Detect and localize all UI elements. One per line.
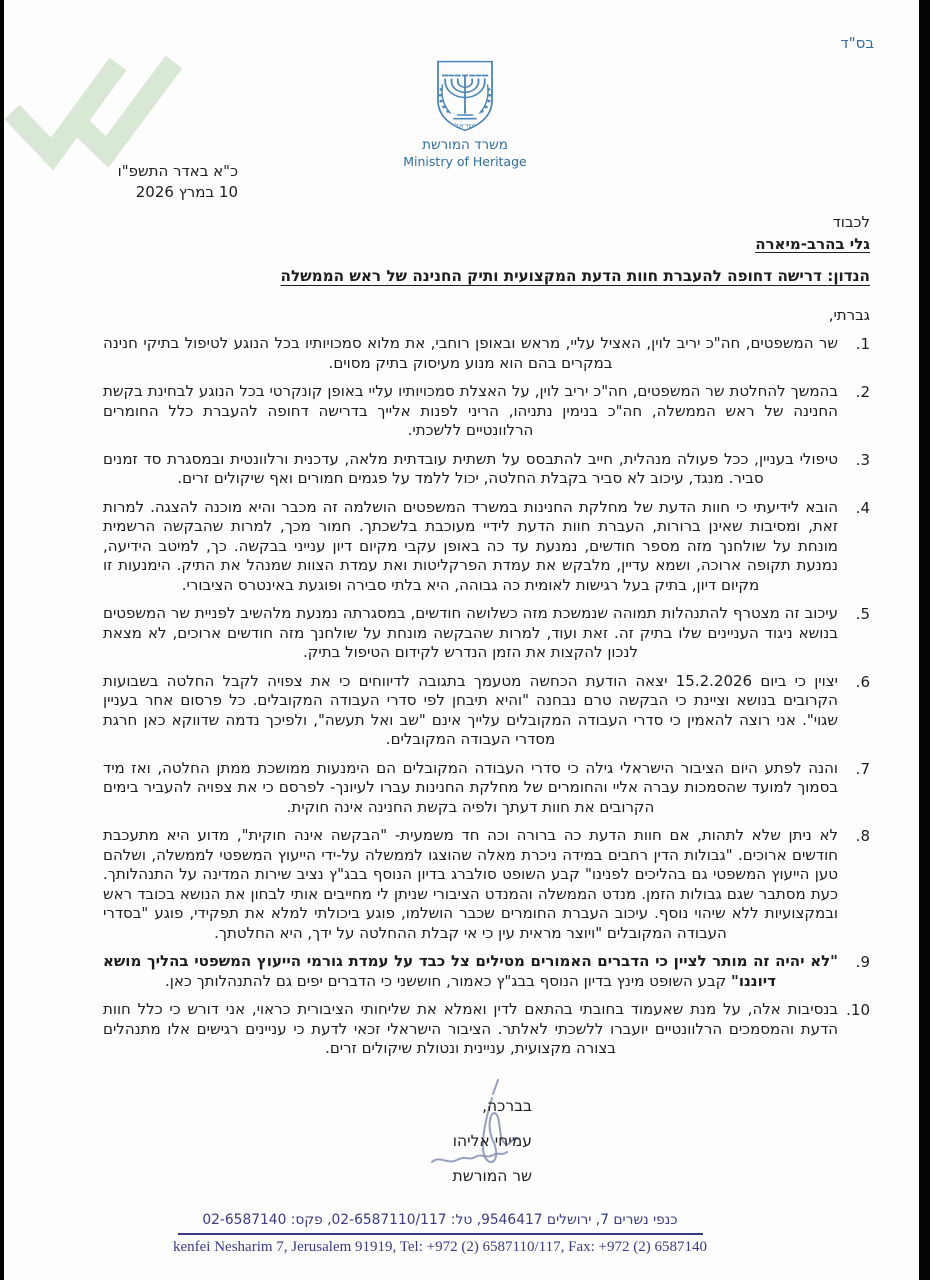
- item-text: יצוין כי ביום 15.2.2026 יצאה הודעת הכחשה מטעמך בתגובה לדיווחים כי את צפויה לקבל החלטה בשבועות הקרובים בנושא וציינת כי הבקשה טרם נבחנה "והיא תיבחן לפי סדרי העבודה המקובלים. כל פרסום אחר בעניין שגוי". אני רוצה להאמין כי סדרי העבודה המקובלים עלייך אינם "שב ואל תעשה", ולפיכך נדמה שדווקא כאן חרגת מסדרי העבודה המקובלים.: [103, 671, 838, 748]
- list-item: [103, 382, 870, 441]
- item-number: 3.: [855, 450, 870, 469]
- signature-closing: בברכה,: [482, 1097, 532, 1115]
- ministry-name-hebrew: משרד המורשת: [422, 137, 508, 153]
- item-text: לא ניתן שלא לתהות, אם חוות הדעת כה ברורה וכה חד משמעית- "הבקשה אינה חוקית", מדוע היא מתעכבת חודשים ארוכים. "גבולות הדין רחבים במידה ניכרת מאלה שהוצגו לממשלה על-ידי הייעוץ המשפטי לממשלה, ושלהם טען הייעוץ המשפטי גם בהליכים לפנינו" קבע השופט סולברג בדיון הנוסף בבג"ץ נציב שירות המדינה על התנהלותך. כעת מסתבר שגם גבולות הזמן. מנדט הממשלה והמנדט הציבורי שניתן לי מחייבים אותי לבחון את הנושא בכובד ראש ובמקצועיות ללא שיהוי נוסף. עיכוב העברת החומרים שכבר הושלמו, פוגע ביכולתי למלא את תפקידי, פוגע "בסדרי העבודה המקובלים "ויוצר מראית עין כי אי קבלת ההחלטה על ידך, היא החלטתך.: [103, 826, 838, 942]
- letter-body: [103, 212, 870, 1068]
- list-item: [103, 826, 870, 943]
- item-text: בהמשך להחלטת שר המשפטים, חה"כ יריב לוין, על האצלת סמכויותיו עליי באופן קונקרטי בכל הנוגע לבחינת בקשת החנינה של ראש הממשלה, חה"כ בנימין נתניהו, הריני לפנות אלייך בדרישה דחופה להעברת כלל החומרים הרלוונטיים ללשכתי.: [103, 382, 838, 439]
- signatory-name: עמיחי אליהו: [452, 1132, 532, 1150]
- paragraph-list: [103, 334, 870, 1059]
- subject-label: הנדון:: [827, 267, 870, 285]
- footer-address-hebrew: כנפי נשרים 7, ירושלים 9546417, טל: 02-6587110/117, פקס: 02-6587140: [202, 1212, 678, 1228]
- date-block: [60, 161, 238, 203]
- item-number: 8.: [855, 827, 870, 845]
- item-number: 1.: [855, 335, 870, 353]
- list-item: [103, 334, 870, 373]
- item-text: והנה לפתע היום הציבור הישראלי גילה כי סדרי העבודה המקובלים הם הימנעות ממושכת ממתן החלטה, ואז מיד בסמוך למועד שהסמכות עברה אליי והחומרים של מחלקת החנינות עברו לעיונך- לפרסם כי את צפויה להעביר בימים הקרובים את חוות דעתך ולפיה בקשת החנינה אינה חוקית.: [103, 758, 838, 816]
- list-item: [103, 952, 870, 991]
- subject-line: [103, 266, 870, 286]
- list-item: [103, 450, 870, 489]
- greeting: גברתי,: [828, 306, 870, 324]
- israel-state-emblem-icon: [429, 58, 501, 134]
- date-gregorian: 10 במרץ 2026: [135, 183, 238, 201]
- item-text: שר המשפטים, חה"כ יריב לוין, האציל עליי, מראש ובאופן רוחבי, את מלוא סמכויותיו בכל הנוגע לטיפול בתיקי חנינה במקרים בהם הוא מנוע מעיסוק בתיק מסוים.: [103, 334, 838, 372]
- footer-divider: [178, 1233, 703, 1235]
- item-number: 9.: [855, 953, 870, 971]
- scan-edge-left: [0, 0, 4, 1280]
- item-number: 5.: [855, 605, 870, 623]
- subject-text: דרישה דחופה להעברת חוות הדעת המקצועית ותיק החנינה של ראש הממשלה: [280, 267, 822, 285]
- signature-block: [453, 1096, 532, 1201]
- double-check-watermark-icon: [2, 50, 190, 172]
- item-number: 6.: [855, 672, 870, 691]
- item-number: 7.: [855, 759, 870, 778]
- list-item: [103, 498, 870, 596]
- ministry-logo: [375, 58, 555, 169]
- addressee-name: גלי בהרב-מיארה: [755, 235, 870, 253]
- item-text: בנסיבות אלה, על מנת שאעמוד בחובתי בהתאם לדין ואמלא את שליחותי הציבורית כראוי, אני דורש כי כלל חוות הדעת והמסמכים הרלוונטיים יועברו ללשכתי לאלתר. הציבור הישראלי זכאי לדעת כי עניינים רגישים אלו מתנהלים בצורה מקצועית, עניינית ונטולת שיקולים זרים.: [103, 1000, 838, 1057]
- signatory-title: שר המורשת: [452, 1167, 532, 1185]
- footer-address-english: kenfei Nesharim 7, Jerusalem 91919, Tel: +972 (2) 6587110/117, Fax: +972 (2) 6587140: [173, 1239, 707, 1255]
- item-text: טיפולי בעניין, ככל פעולה מנהלית, חייב להתבסס על תשתית עובדתית מלאה, עדכנית ורלוונטית ובמסגרת סד זמנים סביר. מנגד, עיכוב לא סביר בקבלת החלטה, יכול ללמד על פגמים חמורים ואף שיקולים זרים.: [103, 449, 838, 487]
- footer: [150, 1210, 730, 1257]
- list-item: [103, 672, 870, 750]
- item-text: הובא לידיעתי כי חוות הדעת של מחלקת החנינות במשרד המשפטים הושלמה זה מכבר והיא מוכנה להצגה. למרות זאת, ומסיבות שאינן ברורות, העברת חוות הדעת לידיי מעוכבת בלשכתך. חמור מכך, למרות שהבקשה הרשמית מונחת על שולחנך מזה מספר חודשים, נמנעת עד כה באופן עקבי מקיום דיון ענייני בבקשה. כך, למיטב הידיעה, נמנעת תקופה ארוכה, ושמא עדיין, מלבקש את עמדת הפרקליטות ואת עמדת הצוות שמנהל את התיק. הימנעות זו מקיום דיון, בתיק בעל רגישות לאומית כה גבוהה, היא בלתי סבירה ופוגעת באינטרס הציבורי.: [103, 497, 838, 594]
- addressee-prefix: לכבוד: [832, 213, 870, 231]
- ministry-name-english: Ministry of Heritage: [403, 154, 527, 169]
- date-hebrew: כ"א באדר התשפ"ו: [117, 162, 238, 180]
- bsd-label: בס"ד: [840, 34, 874, 52]
- list-item: [103, 759, 870, 818]
- emblem-caption: ישראל: [454, 122, 476, 130]
- item-number: 4.: [855, 498, 870, 517]
- scan-edge-right: [919, 0, 930, 1280]
- list-item: [103, 1000, 870, 1059]
- item-text: עיכוב זה מצטרף להתנהלות תמוהה שנמשכת מזה כשלושה חודשים, במסגרתה נמנעת מלהשיב לפניית שר המשפטים בנושא ניגוד העניינים שלו בתיק זה. זאת ועוד, למרות שהבקשה מונחת על שולחנך מזה חודשים ארוכים, לא מצאת לנכון להקצות את הזמן הנדרש לקידום הטיפול בתיק.: [103, 604, 838, 661]
- item-text: "לא יהיה זה מותר לציין כי הדברים האמורים מטילים צל כבד על עמדת גורמי הייעוץ המשפטי בהליך מושא דיוננו" קבע השופט מינץ בדיון הנוסף בבג"ץ כאמור, חוששני כי הדברים יפים גם להתנהלותך כאן.: [103, 952, 838, 990]
- list-item: [103, 604, 870, 663]
- item-number: 10.: [846, 1001, 870, 1019]
- item-number: 2.: [855, 383, 870, 401]
